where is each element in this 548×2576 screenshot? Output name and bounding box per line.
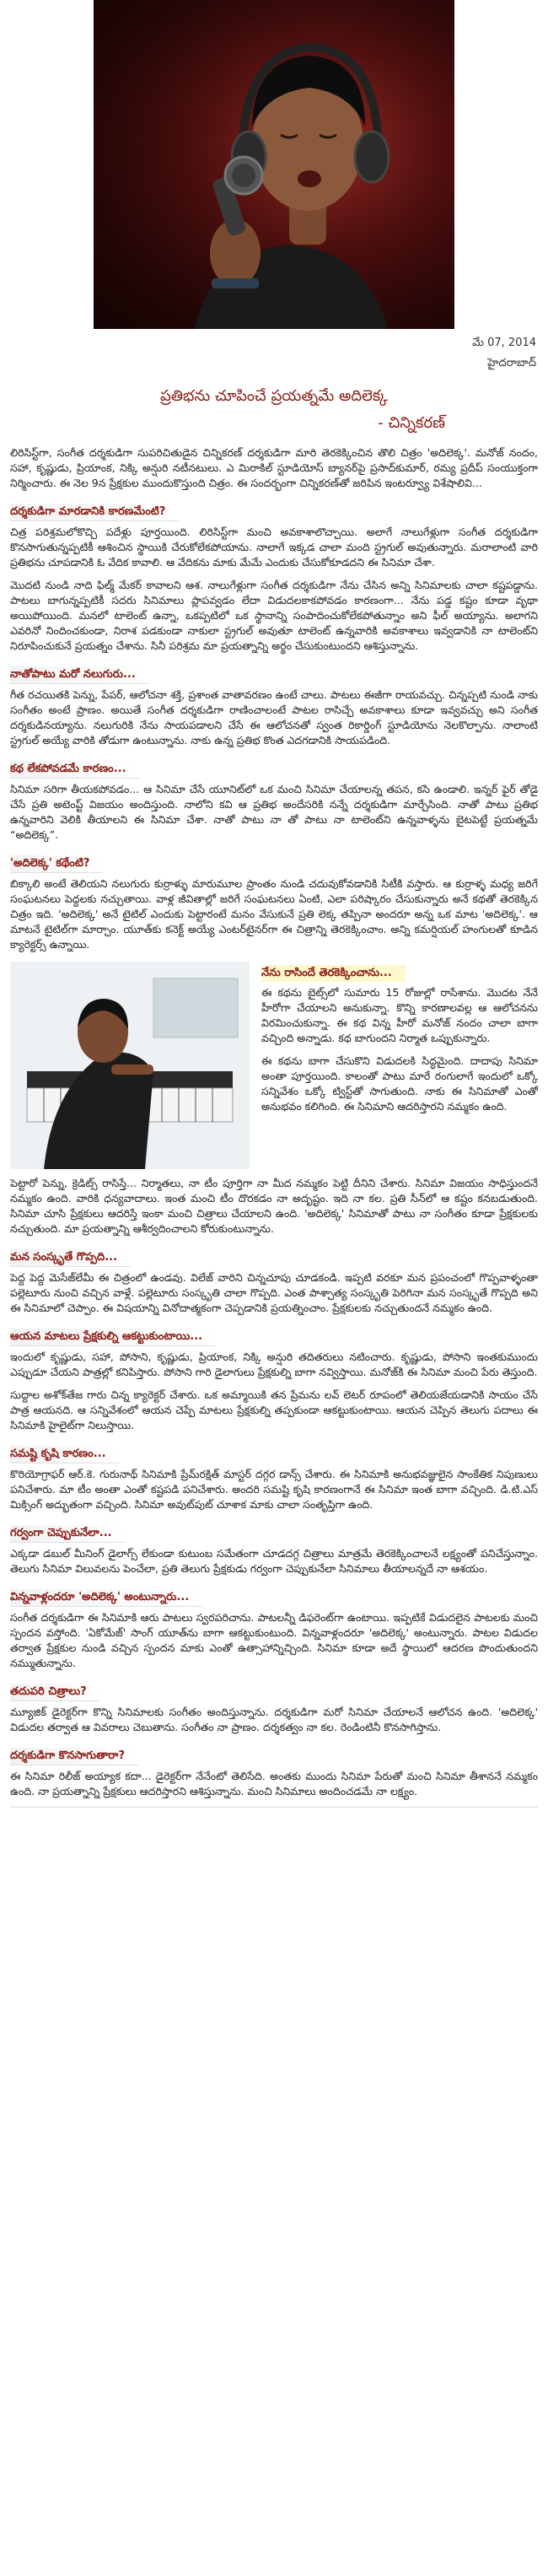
section-paragraph: పెద్ద పెద్ద మెసేజ్‌లేమీ ఈ చిత్రంలో ఉండవు. విలేజ్ వారిని చిన్నచూపు చూడకండి. ఇప్పటి వరకూ మన ప్రపంచంలో గొప్పవాళ్ళంతా పల్లెటూరు నుంచి వచ్చిన వాళ్లే. పల్లెటూరు సంస్కృతి చాలా గొప్పది. ఎంత పాశ్చాత్య సంస్కృతి పెరిగినా మన సంస్కృతే గొప్పది అని ఈ సినిమాలో చెప్పాం. ఈ విషయాన్ని వినోదాత్మకంగా చెప్పడానికి ప్రయత్నించాం. ప్రేక్షకులకు నచ్చుతుందనే నమ్మకం ఉంది. <box>10 1271 538 1314</box>
intro-paragraph: లిరిసిస్ట్‌గా, సంగీత దర్శకుడిగా సుపరిచితుడైన చిన్నికరణ్ దర్శకుడిగా మారి తెరకెక్కించిన తొలి చిత్రం 'అదిలెక్క'. మనోజ్ నందం, సహా, కృష్ణుడు, ప్రియాంక, నిక్కి అన్షురి నటీనటులు. ఎ మిరాకిల్ స్టూడియోస్ బ్యానర్‌పై ప్రసాద్‌కుమార్, రమ్య ప్రదీప్ సంయుక్తంగా నిర్మించారు. ఈ నెల 9న ప్రేక్షకుల ముందుకొస్తుంది చిత్రం. ఈ సందర్భంగా చిన్నికరణ్‌తో జరిపిన ఇంటర్వ్యూ విశేషాలివి... <box>10 446 538 489</box>
section-heading: తదుపరి చిత్రాలు? <box>10 1684 100 1701</box>
section-paragraph: సినిమా సరిగా తీయకపోవడం... ఆ సినిమా చేసే యూనిట్‌లో ఒక మంచి సినిమా చేయాలన్న తపన, కసి ఉండాలి. ఇన్నర్ ఫైర్ తోడై చేసే ప్రతి అటెంప్ట్ విజయం అందిస్తుంది. నాలోని కవి ఆ ప్రతిభ అందేసరికి నన్నే దర్శకుడిగా మార్చేసింది. నాతో పాటు ప్రతిభ ఉన్నవారిని వెలికి తీయాలని ఈ సినిమా చేశా. నాతో పాటు నా తో పాటు నా టాలెంట్‌ని ఉన్నవాళ్ళను బైటపెట్టే ప్రయత్నమే “అదిలెక్క”. <box>10 783 538 841</box>
section-paragraph: పెట్టారో పెన్ను, క్రెడిట్స్ రాసిస్తే... నిర్మాతలు, నా టీం పూర్తిగా నా మీద నమ్మకం పెట్టి దీనిని చేశారు. సినిమా విజయం సాధిస్తుందనే నమ్మకం ఉంది. వారికి ధన్యవాదాలు. ఇంత మంచి టీం దొరకడం నా అదృష్టం. ఇది నా కల. ప్రతి సీన్‌లో ఆ కష్టం కనబడుతుంది. సినిమా చూసి ప్రేక్షకులు ఆదరిస్తే ఇంకా మంచి చిత్రాలు చేయాలని ఉంది. 'అదిలెక్క' సినిమాతో పాటు నా సంగీతం కూడా ప్రేక్షకులకు నచ్చుతుంది. మా ప్రయత్నాన్ని ఆశీర్వదించాలని కోరుకుంటున్నాను. <box>10 1177 538 1235</box>
singer-with-microphone-illustration <box>94 0 454 329</box>
section-paragraph: చిత్ర పరిశ్రమలోకొచ్చి పదేళ్లు పూర్తయింది. లిరిసిస్ట్‌గా మంచి అవకాశాలొచ్చాయి. అలాగే నాలుగేళ్లుగా సంగీత దర్శకుడిగా కొనసాగుతున్నప్పటికీ ఆశించిన స్థాయికి చేరుకోలేకపోయాను. నాలాగే ఇక్కడ చాలా మంది స్ట్రగుల్ అవుతున్నారు. మరాలాంటి వారి ప్రతిభను చూపడానికి ఓ వేదిక కావాలి. ఆ వేదికను మాకు మేమే ఎందుకు చేసుకోకూడదని ఈ సినిమా చేశా. <box>10 525 538 569</box>
section-heading: ఆయన మాటలు ప్రేక్షకుల్ని ఆకట్టుకుంటాయి... <box>10 1328 216 1346</box>
section-paragraph: ఈ కథను బాగా చేసుకొని విడుదలకి సిద్ధమైంది. దాదాపు సినిమా అంతా పూర్తయింది. కాలంతో పాటు మారే రంగులాగే ఇందులో ఒక్కో సన్నివేశం ఒక్కో ట్విస్ట్‌తో సాగుతుంది. నాకు ఈ సినిమాతో ఎంతో అనుభవం కలిగింది. ఈ సినిమాని ఆదరిస్తారని నమ్మకం ఉంది. <box>261 1054 538 1113</box>
section-paragraph: సంగీత దర్శకుడిగా ఈ సినిమాకి ఆరు పాటలు స్వరపరిచాను. పాటలన్నీ డిఫరెంట్‌గా ఉంటాయి. ఇప్పటికే విడుదలైన పాటలకు మంచి స్పందన వస్తోంది. 'ఏకోమేజ్' సాంగ్ యూత్‌ను బాగా ఆకట్టుకుంటుంది. విన్నవాళ్లందరూ 'అదిలెక్క' అంటున్నారు. పాటల విడుదల తర్వాత ప్రేక్షకుల నుండి వచ్చిన స్పందన మాకు ఎంతో ఉత్సాహాన్నిచ్చింది. సినిమా కూడా అదే స్థాయిలో ఆదరణ పొందుతుందని నమ్ముతున్నాను. <box>10 1611 538 1669</box>
section-heading: విన్నవాళ్లందరూ 'అదిలెక్క' అంటున్నారు... <box>10 1589 202 1607</box>
section-paragraph: బిక్కాలి అంటే తెలియని నలుగురు కుర్రాళ్ళు మారుమూల ప్రాంతం నుండి చదువుకోవడానికి సిటీకి వస్తారు. ఆ కుర్రాళ్ళ మధ్య జరిగే సంఘటనలు పెద్దలకు నచ్చుతాయి. వాళ్ల జీవితాల్లో జరిగే సంఘటనలు ఏంటి, ఎలా పరిష్కారం చేసుకున్నారు అనే కథతో తెరకెక్కిన చిత్రం ఇది. 'అదిలెక్క' అనే టైటిల్ ఎందుకు పెట్టారంటే మనం వేసుకునే ప్రతి లెక్క తప్పినా అందరూ అన్న ఒక మాట 'అదిలెక్క'. ఆ మాటనే టైటిల్‌గా మార్చాం. యూత్‌కు కనెక్ట్ అయ్యే ఎంటర్‌టైనర్‌గా ఈ చిత్రాన్ని తెరకెక్కించాం. అన్ని కమర్షియల్ హంగులతో కూడిన క్యారెక్టర్స్ ఉన్నాయి. <box>10 877 538 951</box>
section-heading: కథ లేకపోవడమే కారణం... <box>10 761 140 779</box>
dateline-location: హైదరాబాద్ <box>487 357 536 369</box>
section-paragraph: ఈ సినిమా రిలీజ్ అయ్యాక కదా... డైరెక్టర్‌గా నేనేంటో తెలిసేది. అంతకు ముందు సినిమా పేరుతో మంచి సినిమా తీశాననే నమ్మకం ఉంది. నా ప్రయత్నాన్ని ప్రేక్షకులు ఆదరిస్తారని ఆశిస్తున్నాను. మంచి సినిమాలు అందించడమే నా లక్ష్యం. <box>10 1770 538 1797</box>
section-heading: మన సంస్కృతే గొప్పది... <box>10 1249 131 1267</box>
section-paragraph: ఎక్కడా డబుల్ మీనింగ్ డైలాగ్స్ లేకుండా కుటుంబ సమేతంగా చూడదగ్గ చిత్రాలు మాత్రమే తెరకెక్కించాలనే లక్ష్యంతో పనిచేస్తున్నాం. తెలుగు సినిమా విలువలను పెంచేలా, ప్రతి తెలుగు ప్రేక్షకుడు గర్వంగా చెప్పుకునేలా సినిమాలు తీయాలన్నదే నా ఆశయం. <box>10 1547 538 1575</box>
musician-at-keyboard-illustration <box>10 962 250 1169</box>
section-paragraph: ఈ కథను బైట్స్‌లో సుమారు 15 రోజుల్లో రాసేశాను. మొదట నేనే హీరోగా చేయాలని అనుకున్నా. కొన్ని కారణాలవల్ల ఆ ఆలోచనను విరమించుకున్నా. ఈ కథ విన్న హీరో మనోజ్ నందం చాలా బాగా వచ్చింది అన్నాడు. కథ బాగుందని నిర్మాత ఒప్పుకున్నారు. <box>261 986 538 1044</box>
section-paragraph: కొరియోగ్రాఫర్ ఆర్.కె. గురునాథ్ సినిమాకి ప్రేమ్‌రక్షిత్ మాస్టర్ దగ్గర డాన్స్ చేశారు. ఈ సినిమాకి అనుభవజ్ఞులైన సాంకేతిక నిపుణులు పనిచేశారు. మా టీం అంతా ఎంతో కష్టపడి పనిచేశారు. అందరి సమష్టి కృషి కారణంగానే ఈ సినిమా ఇంత బాగా వచ్చింది. డి.టి.ఎస్ మిక్సింగ్ అద్భుతంగా వచ్చింది. సినిమా అవుట్‌పుట్ చూశాక మాకు చాలా సంతృప్తిగా ఉంది. <box>10 1468 538 1511</box>
publish-date: మే 07, 2014 <box>472 337 536 349</box>
section-paragraph: సుద్దాల అశోక్‌తేజ గారు చిన్న క్యారెక్టర్ చేశారు. ఒక అమ్మాయికి తన ప్రేమను లవ్ లెటర్ రూపంలో తెలియజేయడానికి సాయం చేసే పాత్ర ఆయనది. ఆ సన్నివేశంలో ఆయన చెప్పే మాటలు ప్రేక్షకుల్ని తప్పకుండా ఆకట్టుకుంటాయి. ఆయన చెప్పిన తెలుగు పదాలు ఈ సినిమాకి హైలైట్‌గా నిలుస్తాయి. <box>10 1388 538 1431</box>
hero-photo <box>94 0 454 329</box>
inset-photo-keyboard <box>10 962 250 1169</box>
inset-photo-section <box>10 960 538 1176</box>
section-paragraph: గీత రచయితకి పెన్ను, పేపర్, ఆలోచనా శక్తి, ప్రశాంత వాతావరణం ఉంటే చాలు. పాటలు ఈజీగా రాయవచ్చు. చిన్నప్పటి నుండి నాకు సంగీతం అంటే ప్రాణం. అయితే సంగీత దర్శకుడిగా రాణించాలంటే పాటల రాసిచ్చే అవకాశాలు కూడా ఇవ్వవచ్చు అని సంగీత దర్శకుడినయ్యాను. నలుగురికి నేను సాయపడాలని చేసే ఈ ఆలోచనతో స్వంత రికార్డింగ్ స్టూడియోను నెలకొల్పాను. నాలాంటి స్ట్రగుల్ అయ్యే వారికి తోడుగా ఉంటున్నాను. నాకు ఉన్న ప్రతిభ కొంత ఎదగడానికి సాయపడింది. <box>10 688 538 746</box>
section-paragraph: మొదటి నుండి నాది ఫిల్మ్ మేకర్ కావాలని ఆశ. నాలుగేళ్లుగా సంగీత దర్శకుడిగా నేను చేసిన అన్ని సినిమాలకు చాలా కష్టపడ్డాను. పాటలు బాగున్నప్పటికీ సదరు సినిమాలు ప్లాపవ్వడం లేదా విడుదలకాకపోవడం కారణంగా... నేను పడ్డ కష్టం కూడా వృథా అయిపోయింది. మనలో టాలెంట్ ఉన్నా, ఒకప్పటిలో ఒక స్థానాన్ని సంపాదించుకోలేకపోతున్నాం అని ఫీల్ అయ్యాను. అలాగని ఎవరినో నిందించకుండా, నిరాశ పడకుండా నాకులా స్ట్రగుల్ అవుతూ టాలెంట్ ఉన్నవారికి అవకాశాలు ఇవ్వడానికి నా టాలెంట్‌ని నిరూపించుకునే ప్రయత్నం చేశాను. సినీ పరిశ్రమ మా ప్రయత్నాన్ని అర్థం చేసుకుంటుందని ఆశిస్తున్నాను. <box>10 579 538 652</box>
section-paragraph: ఇందులో కృష్ణుడు, సహా, పోసాని, కృష్ణుడు, ప్రియాంక, నిక్కి అన్షురి తదితరులు నటించారు. కృష్ణుడు, పోసాని ఇంతకుముందు ఎప్పుడూ చేయని పాత్రల్లో కనిపిస్తారు. పోసాని గారి డైలాగులు ప్రేక్షకుల్ని బాగా నవ్విస్తాయి. మనోజ్‌కి ఈ సినిమా మంచి పేరు తెస్తుంది. <box>10 1350 538 1378</box>
headline-author: - చిన్నికరణ్ <box>378 414 445 432</box>
bottom-divider <box>10 1807 538 1808</box>
section-heading-highlighted: నేను రాసిందే తెరకెక్కించాను... <box>261 965 406 982</box>
section-paragraph: మ్యూజిక్ డైరెక్టర్‌గా కొన్ని సినిమాలకు సంగీతం అందిస్తున్నాను. దర్శకుడిగా మరో సినిమా చేయాలనే ఆలోచన ఉంది. 'అదిలెక్క' విడుదల తర్వాత ఆ వివరాలు చెబుతాను. సంగీతం నా ప్రాణం. దర్శకత్వం నా కల. రెండింటినీ కొనసాగిస్తాను. <box>10 1706 538 1733</box>
section-heading: దర్శకుడిగా కొనసాగుతారా? <box>10 1748 138 1765</box>
section-heading: నాతోపాటు మరో నలుగురు... <box>10 666 149 684</box>
section-heading: 'అదిలెక్క' కథేంటి? <box>10 855 103 873</box>
article-meta <box>0 329 548 373</box>
section-heading: గర్వంగా చెప్పుకునేలా... <box>10 1525 126 1543</box>
article-body <box>0 435 548 1808</box>
section-heading: సమష్టి కృషి కారణం... <box>10 1446 120 1463</box>
article-headline <box>0 385 548 435</box>
section-heading: దర్శకుడిగా మారడానికి కారణమేంటి? <box>10 504 179 521</box>
headline-title: ప్రతిభను చూపించే ప్రయత్నమే అదిలెక్క <box>160 387 388 405</box>
